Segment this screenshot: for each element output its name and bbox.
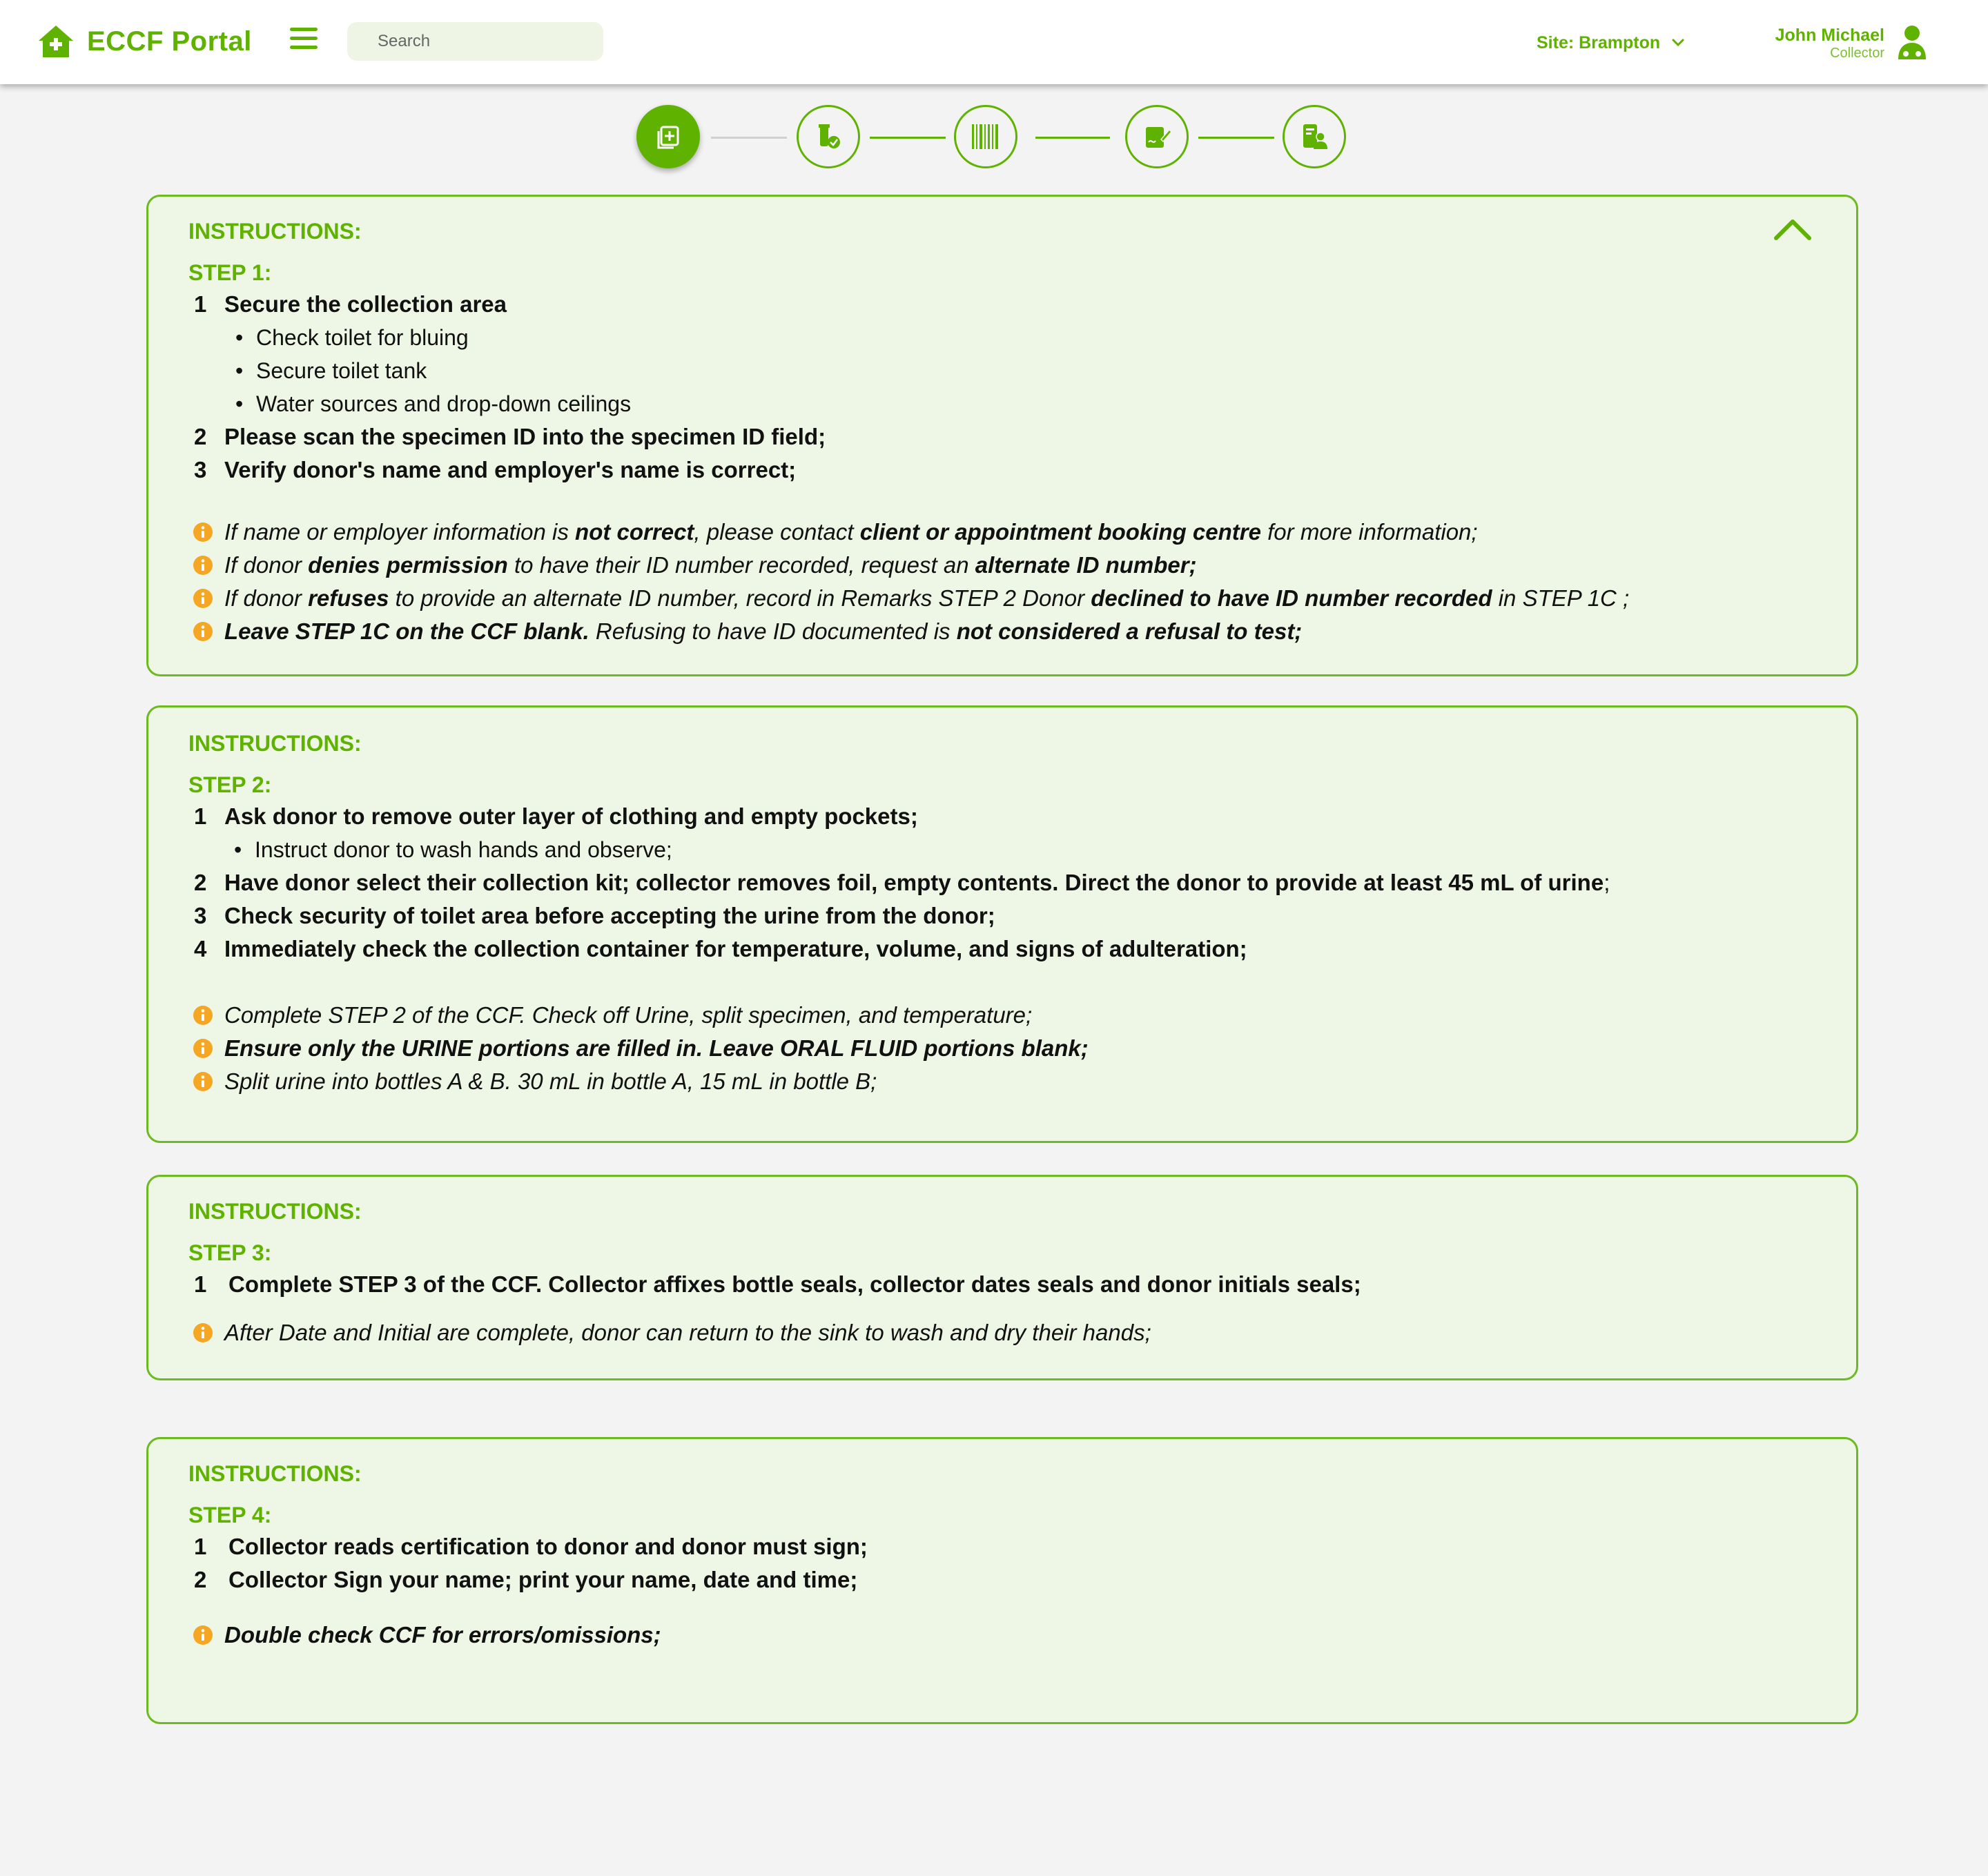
info-note [193,618,1302,645]
app-title: ECCF Portal [87,26,252,57]
user-role: Collector [1830,46,1884,61]
search-input[interactable] [347,22,603,61]
site-label: Site: Brampton [1537,32,1661,52]
hamburger-menu-icon[interactable] [290,28,318,52]
list-item: 2 Have donor select their collection kit; collector removes foil, empty contents. Direct the donor to provide at least 45 mL of urine; [194,870,1610,895]
info-note [193,1319,1151,1347]
barcode-icon [971,123,1001,150]
info-note-text: If donor denies permission to have their ID number recorded, request an alternate ID number; [224,552,1197,578]
panel-step-label: STEP 2: [188,772,272,797]
panel-title: INSTRUCTIONS: [188,731,362,756]
chevron-down-icon [1671,38,1685,48]
stepper-connector [711,137,787,139]
list-item: 1 Collector reads certification to donor and donor must sign; [194,1534,868,1559]
user-info[interactable] [1775,25,1884,61]
stepper-connector [1198,137,1274,139]
info-icon [193,1625,213,1645]
list-item: 2 Please scan the specimen ID into the specimen ID field; [194,424,826,449]
info-note [193,518,1478,546]
panel-step-label: STEP 4: [188,1503,272,1527]
user-name: John Michael [1775,26,1884,45]
add-document-icon [654,123,682,150]
panel-step-label: STEP 1: [188,260,272,285]
info-note [193,1035,1089,1062]
instructions-panel-step-4 [146,1437,1858,1724]
step-1-button[interactable] [636,105,700,168]
info-icon [193,1071,213,1092]
info-note-text: Complete STEP 2 of the CCF. Check off Urine, split specimen, and temperature; [224,1002,1033,1028]
info-note [193,1001,1032,1029]
info-note [193,1621,661,1649]
info-note-text: After Date and Initial are complete, donor can return to the sink to wash and dry their hands; [224,1320,1151,1345]
progress-stepper [0,104,1988,170]
info-note [193,585,1629,612]
brand[interactable] [37,21,252,62]
list-item: 1 Ask donor to remove outer layer of clothing and empty pockets; [194,803,918,829]
info-icon [193,522,213,543]
info-note [193,1068,877,1095]
list-item: 3 Verify donor's name and employer's name is correct; [194,457,797,482]
instructions-panel-step-1 [146,195,1858,676]
panel-step-label: STEP 3: [188,1240,272,1265]
info-icon [193,1005,213,1026]
donor-id-icon [1299,121,1329,152]
bullet-item: • Secure toilet tank [235,358,427,383]
info-note-text: Double check CCF for errors/omissions; [224,1622,661,1648]
chevron-up-icon[interactable] [1773,217,1812,242]
user-avatar-icon[interactable] [1897,25,1927,61]
top-header [0,0,1988,84]
site-selector[interactable] [1537,30,1685,55]
info-icon [193,1322,213,1343]
instructions-panel-step-3 [146,1175,1858,1380]
panel-title: INSTRUCTIONS: [188,1461,362,1486]
info-icon [193,588,213,609]
home-icon [37,24,75,59]
info-note-text: Ensure only the URINE portions are filled in. Leave ORAL FLUID portions blank; [224,1035,1089,1061]
info-note-text: If donor refuses to provide an alternate ID number, record in Remarks STEP 2 Donor declined to have ID number recorded in STEP 1C ; [224,585,1630,611]
list-item: 2 Collector Sign your name; print your name, date and time; [194,1567,858,1592]
bullet-item: • Check toilet for bluing [235,325,469,350]
list-item: 3 Check security of toilet area before accepting the urine from the donor; [194,903,995,928]
info-icon [193,621,213,642]
info-icon [193,1038,213,1059]
stepper-connector [870,137,946,139]
signature-icon [1142,121,1172,152]
bullet-item: • Water sources and drop-down ceilings [235,391,632,416]
info-note-text: If name or employer information is not correct, please contact client or appointment booking centre for more information; [224,519,1478,545]
list-item: 1 Secure the collection area [194,291,507,317]
info-note-text: Split urine into bottles A & B. 30 mL in bottle A, 15 mL in bottle B; [224,1068,877,1094]
step-3-button[interactable] [954,105,1017,168]
info-note-text: Leave STEP 1C on the CCF blank. Refusing to have ID documented is not considered a refusal to test; [224,618,1303,644]
bullet-item: • Instruct donor to wash hands and observe; [234,837,672,862]
stepper-connector [1035,137,1110,139]
step-5-button[interactable] [1283,105,1346,168]
list-item: 4 Immediately check the collection container for temperature, volume, and signs of adulteration; [194,936,1247,961]
step-4-button[interactable] [1125,105,1189,168]
specimen-check-icon [813,121,844,152]
instructions-panel-step-2 [146,705,1858,1143]
list-item: 1 Complete STEP 3 of the CCF. Collector affixes bottle seals, collector dates seals and donor initials seals; [194,1271,1361,1297]
info-icon [193,555,213,576]
info-note [193,551,1197,579]
step-2-button[interactable] [797,105,860,168]
panel-title: INSTRUCTIONS: [188,219,362,244]
panel-title: INSTRUCTIONS: [188,1199,362,1224]
